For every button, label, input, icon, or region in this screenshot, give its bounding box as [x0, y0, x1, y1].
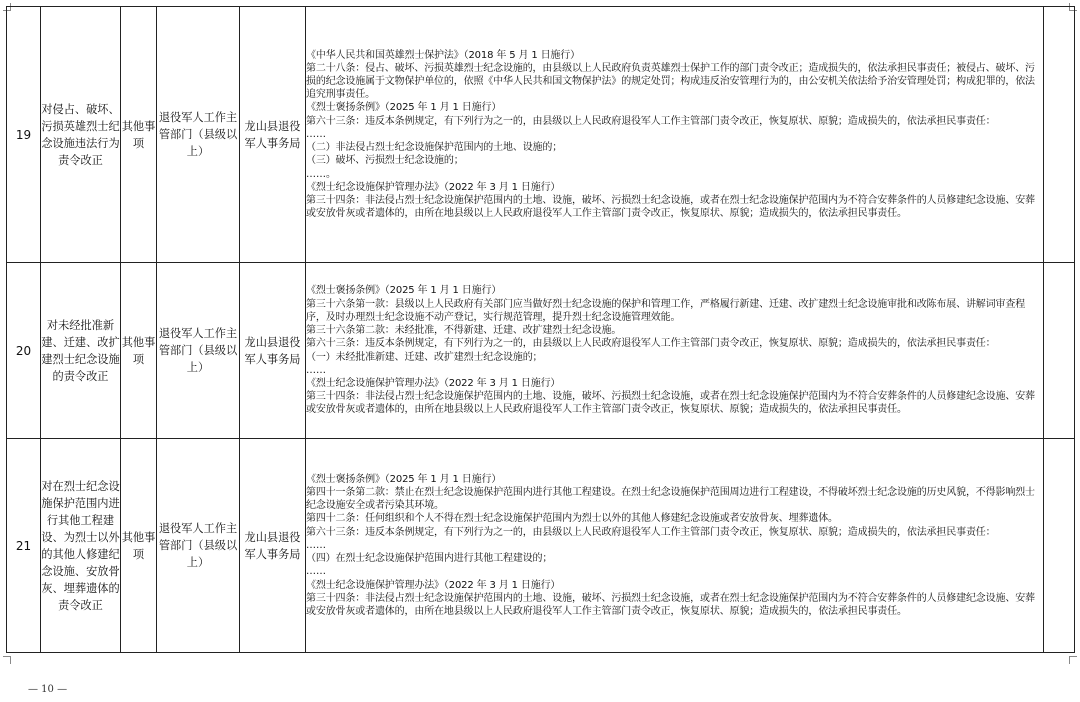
implementing-department: 龙山县退役军人事务局	[240, 7, 306, 263]
basis-line: ……。	[306, 168, 336, 180]
row-number: 20	[7, 263, 41, 439]
legal-basis	[306, 7, 1044, 263]
basis-line: （二）非法侵占烈士纪念设施保护范围内的土地、设施的；	[306, 142, 563, 154]
basis-line: 第六十三条：违反本条例规定，有下列行为之一的，由县级以上人民政府退役军人工作主管部门责令改正，恢复原状、原貌；造成损失的，依法承担民事责任：	[306, 115, 996, 127]
basis-line: 《烈士纪念设施保护管理办法》（2022 年 3 月 1 日施行）	[306, 181, 561, 193]
basis-line: （一）未经批准新建、迁建、改扩建烈士纪念设施的；	[306, 351, 543, 363]
table-row	[7, 7, 1075, 263]
basis-line: 《烈士纪念设施保护管理办法》（2022 年 3 月 1 日施行）	[306, 377, 561, 389]
legal-basis	[306, 439, 1044, 653]
basis-line: ……	[306, 364, 326, 376]
basis-line: ……	[306, 128, 326, 140]
item-name: 对未经批准新建、迁建、改扩建烈士纪念设施的责令改正	[41, 263, 121, 439]
basis-line: （三）破坏、污损烈士纪念设施的；	[306, 155, 464, 167]
responsible-authority: 退役军人工作主管部门（县级以上）	[157, 263, 240, 439]
basis-line: ……	[306, 566, 326, 578]
item-category: 其他事项	[121, 263, 157, 439]
basis-line: 第三十四条：非法侵占烈士纪念设施保护范围内的土地、设施，破坏、污损烈士纪念设施，或者在烈士纪念设施保护范围内为不符合安葬条件的人员修建纪念设施、安葬或安放骨灰或者遗体的，由所在地县级以上人民政府退役军人工作主管部门责令改正，恢复原状、原貌；造成损失的，依法承担民事责任。	[306, 592, 1035, 617]
remarks-cell	[1044, 439, 1075, 653]
responsible-authority: 退役军人工作主管部门（县级以上）	[157, 7, 240, 263]
basis-line: 第四十二条：任何组织和个人不得在烈士纪念设施保护范围内为烈士以外的其他人修建纪念设施或者安放骨灰、埋葬遗体。	[306, 513, 838, 525]
basis-line: 《烈士褒扬条例》（2025 年 1 月 1 日施行）	[306, 102, 502, 114]
item-category: 其他事项	[121, 7, 157, 263]
remarks-cell	[1044, 7, 1075, 263]
crop-mark-bottom-left	[3, 656, 11, 664]
row-number: 21	[7, 439, 41, 653]
regulation-table	[6, 6, 1075, 653]
legal-basis	[306, 263, 1044, 439]
item-category: 其他事项	[121, 439, 157, 653]
item-name: 对侵占、破坏、污损英雄烈士纪念设施违法行为责令改正	[41, 7, 121, 263]
basis-line: 《烈士褒扬条例》（2025 年 1 月 1 日施行）	[306, 285, 502, 297]
row-number: 19	[7, 7, 41, 263]
responsible-authority: 退役军人工作主管部门（县级以上）	[157, 439, 240, 653]
remarks-cell	[1044, 263, 1075, 439]
basis-line: 第二十八条：侵占、破坏、污损英雄烈士纪念设施的，由县级以上人民政府负责英雄烈士保护工作的部门责令改正；造成损失的，依法承担民事责任；被侵占、破坏、污损的纪念设施属于文物保护单位的，依照《中华人民共和国文物保护法》的规定处罚；构成违反治安管理行为的，由公安机关依法给予治安管理处罚；构成犯罪的，依法追究刑事责任。	[306, 62, 1035, 101]
implementing-department: 龙山县退役军人事务局	[240, 439, 306, 653]
basis-line: 《烈士褒扬条例》（2025 年 1 月 1 日施行）	[306, 473, 502, 485]
basis-line: 第三十四条：非法侵占烈士纪念设施保护范围内的土地、设施，破坏、污损烈士纪念设施，或者在烈士纪念设施保护范围内为不符合安葬条件的人员修建纪念设施、安葬或安放骨灰或者遗体的，由所在地县级以上人民政府退役军人工作主管部门责令改正，恢复原状、原貌；造成损失的，依法承担民事责任。	[306, 391, 1035, 416]
table-row	[7, 439, 1075, 653]
basis-line: （四）在烈士纪念设施保护范围内进行其他工程建设的；	[306, 553, 553, 565]
page-number: — 10 —	[28, 684, 68, 695]
basis-line: 第四十一条第二款：禁止在烈士纪念设施保护范围内进行其他工程建设。在烈士纪念设施保护范围周边进行工程建设，不得破坏烈士纪念设施的历史风貌，不得影响烈士纪念设施安全或者污染其环境。	[306, 487, 1035, 512]
basis-line: 第六十三条：违反本条例规定，有下列行为之一的，由县级以上人民政府退役军人工作主管部门责令改正，恢复原状、原貌；造成损失的，依法承担民事责任：	[306, 526, 996, 538]
basis-line: ……	[306, 539, 326, 551]
basis-line: 《中华人民共和国英雄烈士保护法》（2018 年 5 月 1 日施行）	[306, 49, 580, 61]
basis-line: 第三十六条第二款：未经批准，不得新建、迁建、改扩建烈士纪念设施。	[306, 325, 622, 337]
table-row	[7, 263, 1075, 439]
item-name: 对在烈士纪念设施保护范围内进行其他工程建设、为烈士以外的其他人修建纪念设施、安放骨灰、埋葬遗体的责令改正	[41, 439, 121, 653]
basis-line: 第六十三条：违反本条例规定，有下列行为之一的，由县级以上人民政府退役军人工作主管部门责令改正，恢复原状、原貌；造成损失的，依法承担民事责任：	[306, 338, 996, 350]
crop-mark-bottom-right	[1069, 656, 1077, 664]
implementing-department: 龙山县退役军人事务局	[240, 263, 306, 439]
basis-line: 《烈士纪念设施保护管理办法》（2022 年 3 月 1 日施行）	[306, 579, 561, 591]
basis-line: 第三十六条第一款：县级以上人民政府有关部门应当做好烈士纪念设施的保护和管理工作，严格履行新建、迁建、改扩建烈士纪念设施审批和改陈布展、讲解词审查程序，及时办理烈士纪念设施不动产登记，实行规范管理，提升烈士纪念设施管理效能。	[306, 298, 1026, 323]
basis-line: 第三十四条：非法侵占烈士纪念设施保护范围内的土地、设施，破坏、污损烈士纪念设施，或者在烈士纪念设施保护范围内为不符合安葬条件的人员修建纪念设施、安葬或安放骨灰或者遗体的，由所在地县级以上人民政府退役军人工作主管部门责令改正，恢复原状、原貌；造成损失的，依法承担民事责任。	[306, 194, 1035, 220]
